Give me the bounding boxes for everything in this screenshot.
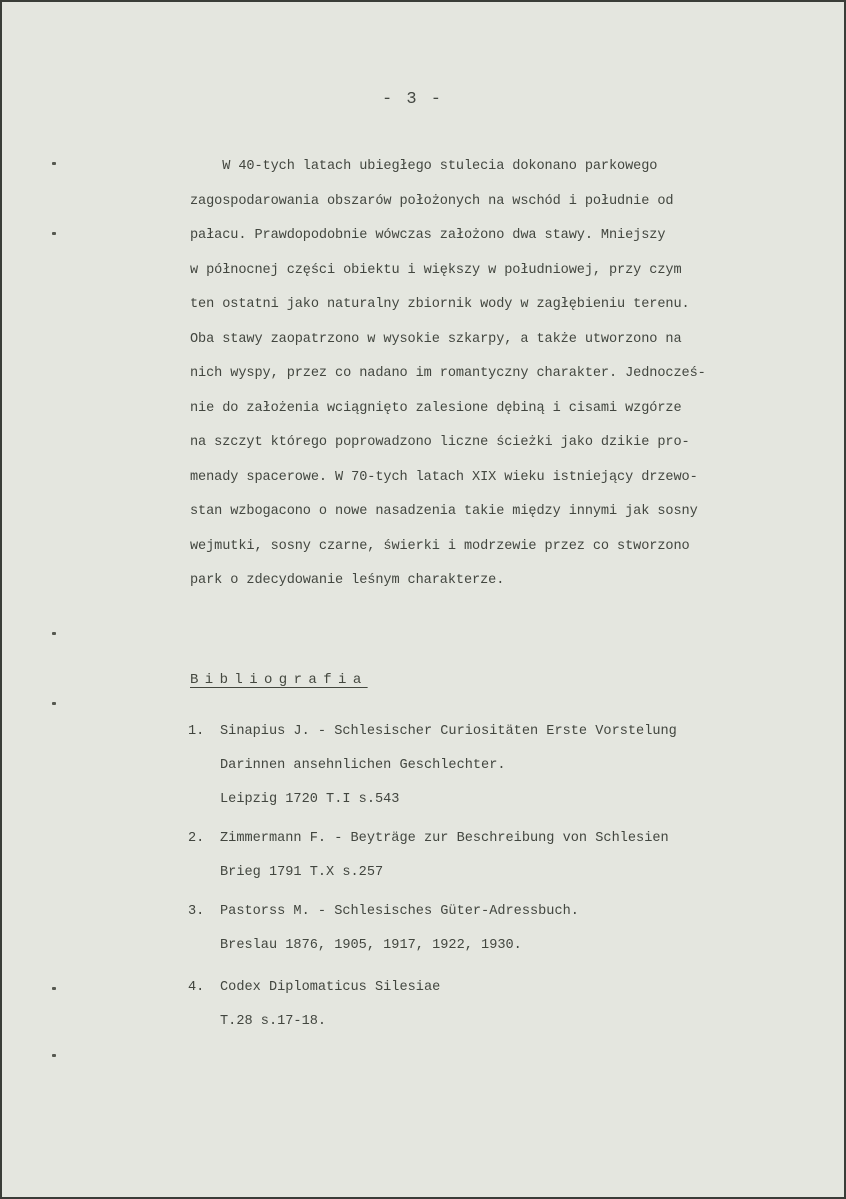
paragraph-line: zagospodarowania obszarów położonych na wschód i południe od bbox=[190, 193, 674, 209]
bibliography-item bbox=[188, 971, 828, 1039]
margin-speck bbox=[52, 162, 56, 165]
margin-speck bbox=[52, 232, 56, 235]
paragraph-line: Oba stawy zaopatrzono w wysokie szkarpy, a także utworzono na bbox=[190, 331, 682, 347]
body-paragraph bbox=[190, 150, 846, 599]
page-number: - 3 - bbox=[382, 90, 444, 109]
bibliography-line: Pastorss M. - Schlesisches Güter-Adressbuch. bbox=[220, 904, 579, 919]
paragraph-line: park o zdecydowanie leśnym charakterze. bbox=[190, 573, 505, 588]
bibliography-line: Darinnen ansehnlichen Geschlechter. bbox=[220, 758, 506, 773]
bibliography-line: Sinapius J. - Schlesischer Curiositäten Erste Vorstelung bbox=[220, 724, 677, 739]
paragraph-line: nich wyspy, przez co nadano im romantyczny charakter. Jednocześ- bbox=[190, 366, 706, 381]
paragraph-line: ten ostatni jako naturalny zbiornik wody w zagłębieniu terenu. bbox=[190, 297, 690, 312]
paragraph-line: pałacu. Prawdopodobnie wówczas założono dwa stawy. Mniejszy bbox=[190, 228, 666, 243]
bibliography-line: Leipzig 1720 T.I s.543 bbox=[220, 792, 400, 807]
bibliography-line: Breslau 1876, 1905, 1917, 1922, 1930. bbox=[220, 938, 522, 953]
paragraph-line: nie do założenia wciągnięto zalesione dębiną i cisami wzgórze bbox=[190, 400, 682, 416]
bibliography-heading: Bibliografia bbox=[190, 672, 368, 688]
bibliography-item bbox=[188, 822, 828, 890]
margin-speck bbox=[52, 987, 56, 990]
paragraph-line: na szczyt którego poprowadzono liczne ścieżki jako dzikie pro- bbox=[190, 435, 690, 450]
paragraph-line: w północnej części obiektu i większy w południowej, przy czym bbox=[190, 262, 682, 278]
margin-speck bbox=[52, 1054, 56, 1057]
bibliography-item-number: 3. bbox=[188, 904, 205, 919]
bibliography-item-number: 2. bbox=[188, 831, 205, 846]
bibliography-item bbox=[188, 715, 828, 817]
bibliography-item-number: 1. bbox=[188, 724, 205, 739]
bibliography-line: T.28 s.17-18. bbox=[220, 1014, 327, 1029]
bibliography-line: Codex Diplomaticus Silesiae bbox=[220, 980, 441, 995]
bibliography-item bbox=[188, 895, 828, 963]
bibliography-item-number: 4. bbox=[188, 980, 205, 995]
paragraph-line: wejmutki, sosny czarne, świerki i modrzewie przez co stworzono bbox=[190, 538, 690, 554]
paragraph-line: W 40-tych latach ubiegłego stulecia dokonano parkowego bbox=[190, 159, 658, 174]
bibliography-line: Brieg 1791 T.X s.257 bbox=[220, 865, 384, 880]
bibliography-list bbox=[188, 715, 828, 1039]
margin-speck bbox=[52, 702, 56, 705]
paragraph-line: stan wzbogacono o nowe nasadzenia takie między innymi jak sosny bbox=[190, 504, 698, 519]
margin-speck bbox=[52, 632, 56, 635]
bibliography-line: Zimmermann F. - Beyträge zur Beschreibung von Schlesien bbox=[220, 831, 669, 846]
paragraph-line: menady spacerowe. W 70-tych latach XIX wieku istniejący drzewo- bbox=[190, 469, 698, 485]
